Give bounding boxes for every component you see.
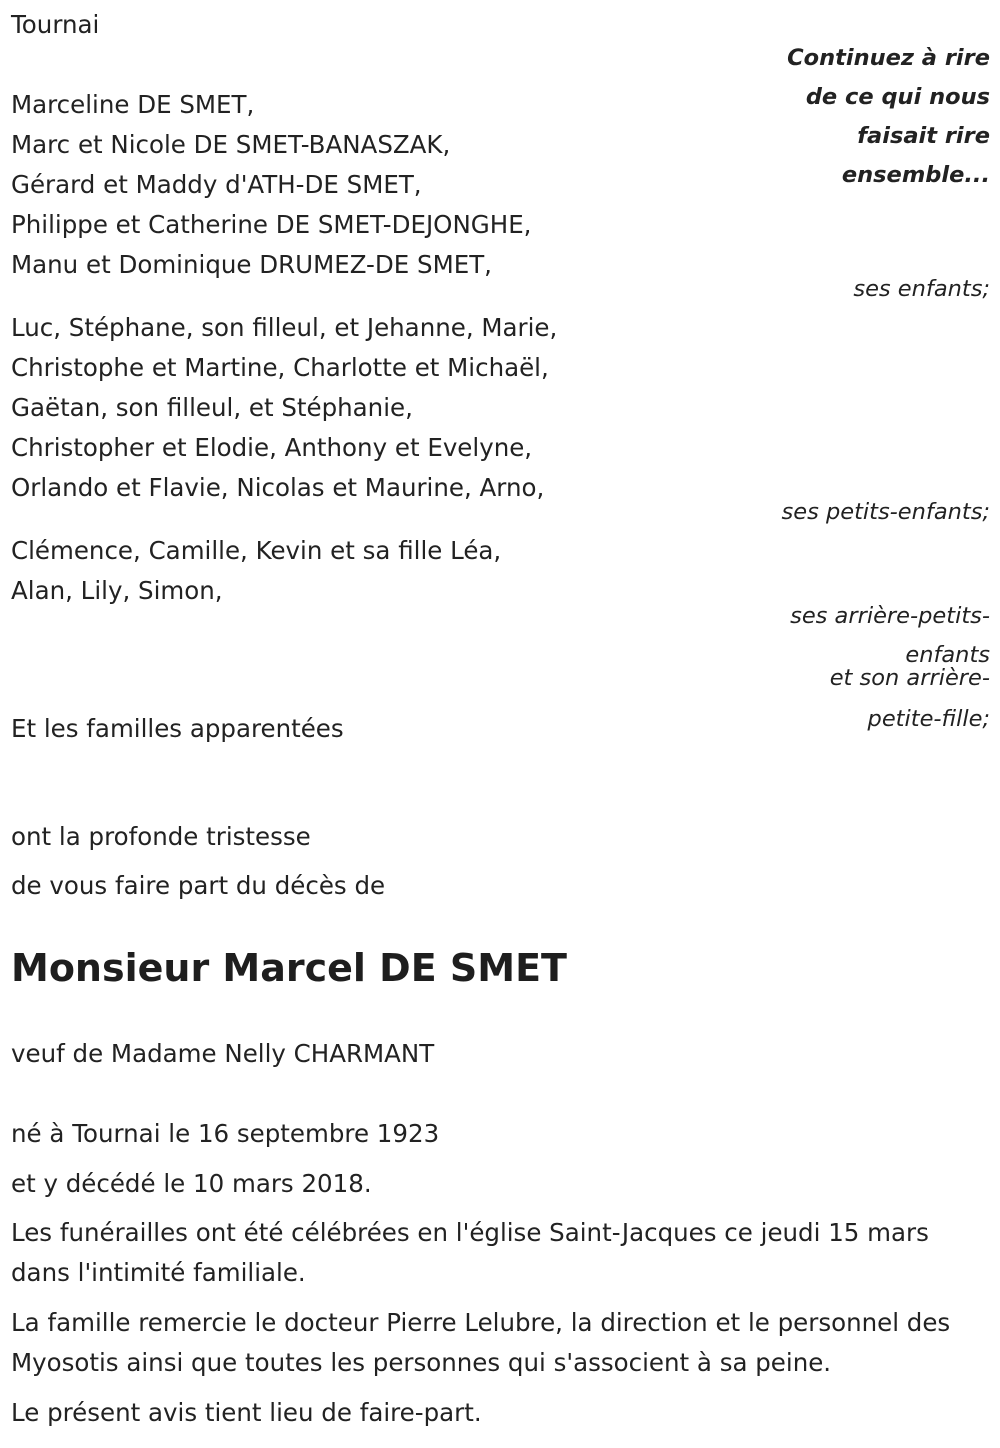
announce-line-2: de vous faire part du décès de (11, 871, 386, 900)
quote-line: faisait rire (857, 123, 990, 149)
quote-line: de ce qui nous (805, 84, 990, 110)
quote-line: ensemble... (841, 162, 990, 188)
quote (787, 39, 990, 195)
grandchild-name: Orlando et Flavie, Nicolas et Maurine, Arno, (11, 473, 545, 502)
great-grandchild-name: Alan, Lily, Simon, (11, 576, 223, 605)
child-name: Philippe et Catherine DE SMET-DEJONGHE, (11, 210, 532, 239)
quote-line: Continuez à rire (787, 45, 990, 71)
great-grandchildren-label-4: petite-fille; (867, 706, 990, 732)
grandchildren-list (11, 308, 557, 508)
thanks-paragraph: La famille remercie le docteur Pierre Lelubre, la direction et le personnel des Myosotis ainsi que toutes les personnes qui s'associent à sa peine. (11, 1308, 951, 1377)
child-name: Marc et Nicole DE SMET-BANASZAK, (11, 130, 451, 159)
grandchild-name: Luc, Stéphane, son filleul, et Jehanne, Marie, (11, 313, 558, 342)
children-list (11, 85, 531, 285)
great-grandchild-name: Clémence, Camille, Kevin et sa fille Léa, (11, 536, 502, 565)
child-name: Gérard et Maddy d'ATH-DE SMET, (11, 170, 422, 199)
grandchild-name: Christophe et Martine, Charlotte et Michaël, (11, 353, 549, 382)
great-grandchildren-label-2: enfants (905, 642, 990, 668)
great-grandchildren-label-3: et son arrière- (829, 665, 990, 691)
funeral-paragraph: Les funérailles ont été célébrées en l'église Saint-Jacques ce jeudi 15 mars dans l'intimité familiale. (11, 1218, 929, 1287)
grandchild-name: Christopher et Elodie, Anthony et Evelyne, (11, 433, 533, 462)
city: Tournai (11, 10, 100, 39)
deceased-name: Monsieur Marcel DE SMET (11, 946, 567, 990)
children-label: ses enfants; (853, 276, 990, 302)
great-grandchildren-list (11, 531, 501, 611)
death-line: et y décédé le 10 mars 2018. (11, 1169, 372, 1198)
grandchildren-label: ses petits-enfants; (781, 499, 990, 525)
child-name: Marceline DE SMET, (11, 90, 255, 119)
birth-line: né à Tournai le 16 septembre 1923 (11, 1119, 440, 1148)
widower-line: veuf de Madame Nelly CHARMANT (11, 1039, 435, 1068)
announce-line-1: ont la profonde tristesse (11, 822, 311, 851)
great-grandchildren-label-1: ses arrière-petits- (790, 603, 990, 629)
grandchild-name: Gaëtan, son filleul, et Stéphanie, (11, 393, 413, 422)
notice-paragraph: Le présent avis tient lieu de faire-part. (11, 1398, 482, 1427)
families: Et les familles apparentées (11, 714, 344, 743)
child-name: Manu et Dominique DRUMEZ-DE SMET, (11, 250, 492, 279)
